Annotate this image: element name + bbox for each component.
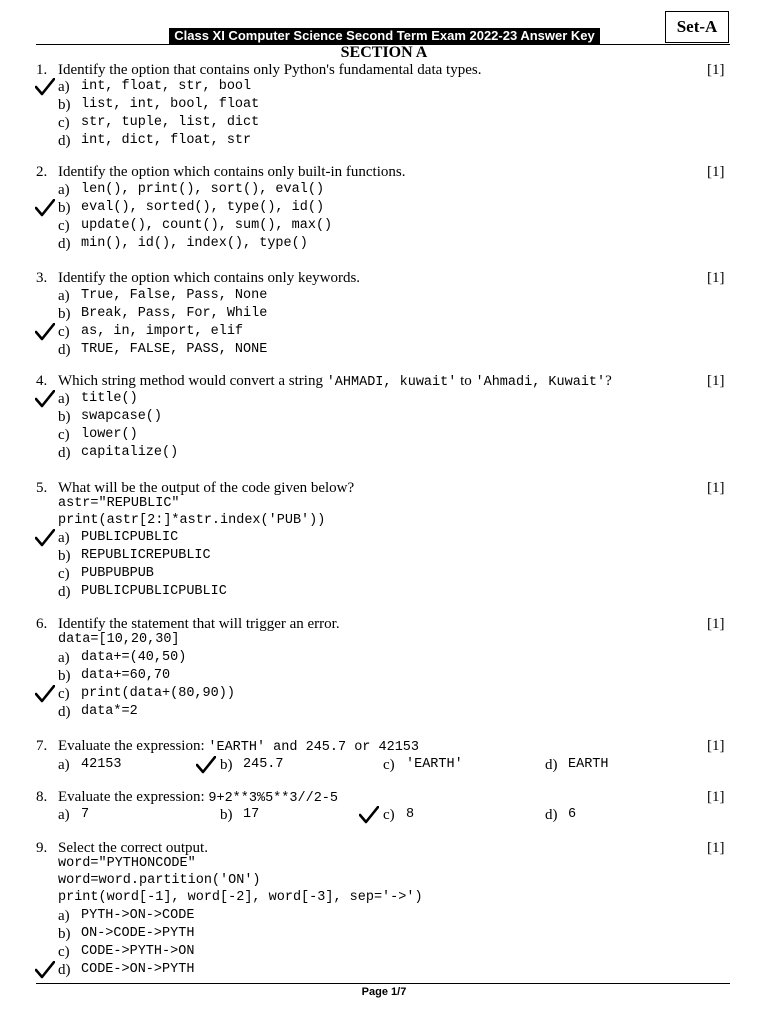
question-marks: [1] <box>707 480 725 496</box>
option-text: ON->CODE->PYTH <box>81 926 195 941</box>
option-letter: c) <box>58 218 70 234</box>
question-text: Select the correct output. <box>58 840 208 856</box>
question-marks: [1] <box>707 616 725 632</box>
code-line: word=word.partition('ON') <box>58 873 261 888</box>
option-letter: d) <box>58 962 71 978</box>
code-line: astr="REPUBLIC" <box>58 496 180 511</box>
option-letter: c) <box>383 757 395 773</box>
option-letter: a) <box>58 182 70 198</box>
question-marks: [1] <box>707 62 725 78</box>
checkmark-icon <box>35 199 55 217</box>
option-letter: d) <box>545 807 558 823</box>
question-text-part: ? <box>605 373 612 389</box>
checkmark-icon <box>359 806 379 824</box>
code-line: data=[10,20,30] <box>58 632 180 647</box>
inline-code: 9+2**3%5**3//2-5 <box>208 791 338 806</box>
option-text: True, False, Pass, None <box>81 288 268 303</box>
option-letter: c) <box>58 944 70 960</box>
question-text-part: Evaluate the expression: <box>58 789 209 805</box>
option-text: lower() <box>81 427 138 442</box>
option-letter: d) <box>58 342 71 358</box>
footer-divider <box>36 983 730 984</box>
option-text: data+=(40,50) <box>81 650 187 665</box>
option-letter: b) <box>58 926 71 942</box>
option-text: REPUBLICREPUBLIC <box>81 548 211 563</box>
option-letter: a) <box>58 288 70 304</box>
option-letter: c) <box>58 427 70 443</box>
option-text: eval(), sorted(), type(), id() <box>81 200 325 215</box>
question-number: 8. <box>36 789 48 805</box>
option-letter: a) <box>58 530 70 546</box>
option-letter: a) <box>58 79 70 95</box>
option-text: data*=2 <box>81 704 138 719</box>
option-text: str, tuple, list, dict <box>81 115 260 130</box>
option-letter: c) <box>383 807 395 823</box>
option-letter: b) <box>58 668 71 684</box>
question-text: Identify the statement that will trigger an error. <box>58 616 340 632</box>
option-letter: d) <box>58 704 71 720</box>
set-label-box: Set-A <box>665 11 729 43</box>
option-letter: b) <box>220 757 233 773</box>
question-number: 1. <box>36 62 48 78</box>
option-letter: c) <box>58 324 70 340</box>
option-text: PUBLICPUBLIC <box>81 530 179 545</box>
option-text: len(), print(), sort(), eval() <box>81 182 325 197</box>
option-text: 17 <box>243 807 260 822</box>
option-text: PYTH->ON->CODE <box>81 908 195 923</box>
code-line: print(astr[2:]*astr.index('PUB')) <box>58 513 326 528</box>
question-text: Identify the option which contains only built-in functions. <box>58 164 406 180</box>
question-marks: [1] <box>707 373 725 389</box>
question-marks: [1] <box>707 738 725 754</box>
option-letter: a) <box>58 391 70 407</box>
question-number: 3. <box>36 270 48 286</box>
question-text-part: Which string method would convert a string <box>58 373 327 389</box>
inline-code: 'Ahmadi, Kuwait' <box>475 375 606 390</box>
checkmark-icon <box>35 323 55 341</box>
option-letter: b) <box>220 807 233 823</box>
option-text: EARTH <box>568 757 609 772</box>
option-text: data+=60,70 <box>81 668 171 683</box>
option-letter: a) <box>58 650 70 666</box>
checkmark-icon <box>35 390 55 408</box>
checkmark-icon <box>35 961 55 979</box>
question-number: 4. <box>36 373 48 389</box>
checkmark-icon <box>35 78 55 96</box>
inline-code: 'EARTH' and 245.7 or 42153 <box>208 740 420 755</box>
exam-title-banner: Class XI Computer Science Second Term Exam 2022-23 Answer Key <box>169 28 600 44</box>
option-text: print(data+(80,90)) <box>81 686 235 701</box>
question-marks: [1] <box>707 270 725 286</box>
question-text <box>58 737 419 757</box>
option-text: as, in, import, elif <box>81 324 244 339</box>
option-text: 'EARTH' <box>406 757 463 772</box>
option-letter: c) <box>58 566 70 582</box>
question-number: 6. <box>36 616 48 632</box>
question-number: 9. <box>36 840 48 856</box>
question-text: Identify the option that contains only Python's fundamental data types. <box>58 62 482 78</box>
question-text: What will be the output of the code given below? <box>58 480 355 496</box>
option-text: title() <box>81 391 138 406</box>
option-text: list, int, bool, float <box>81 97 260 112</box>
option-text: update(), count(), sum(), max() <box>81 218 333 233</box>
question-marks: [1] <box>707 840 725 856</box>
option-letter: b) <box>58 409 71 425</box>
option-text: int, float, str, bool <box>81 79 252 94</box>
option-text: PUBLICPUBLICPUBLIC <box>81 584 227 599</box>
question-text <box>58 372 612 392</box>
option-letter: d) <box>58 236 71 252</box>
option-text: 42153 <box>81 757 122 772</box>
question-marks: [1] <box>707 789 725 805</box>
option-text: swapcase() <box>81 409 163 424</box>
option-letter: a) <box>58 807 70 823</box>
option-letter: d) <box>545 757 558 773</box>
option-text: min(), id(), index(), type() <box>81 236 308 251</box>
option-text: int, dict, float, str <box>81 133 252 148</box>
option-text: 245.7 <box>243 757 284 772</box>
inline-code: 'AHMADI, kuwait' <box>326 375 457 390</box>
option-text: 7 <box>81 807 90 822</box>
option-text: TRUE, FALSE, PASS, NONE <box>81 342 268 357</box>
page-number: Page 1/7 <box>361 986 407 998</box>
option-letter: d) <box>58 133 71 149</box>
section-heading: SECTION A <box>340 44 428 61</box>
option-letter: b) <box>58 306 71 322</box>
question-text <box>58 788 338 808</box>
option-letter: b) <box>58 548 71 564</box>
option-letter: d) <box>58 584 71 600</box>
option-text: Break, Pass, For, While <box>81 306 268 321</box>
code-line: word="PYTHONCODE" <box>58 856 196 871</box>
checkmark-icon <box>35 685 55 703</box>
question-number: 2. <box>36 164 48 180</box>
option-letter: c) <box>58 115 70 131</box>
question-number: 7. <box>36 738 48 754</box>
checkmark-icon <box>196 756 216 774</box>
question-marks: [1] <box>707 164 725 180</box>
option-letter: a) <box>58 908 70 924</box>
option-text: 8 <box>406 807 415 822</box>
option-text: 6 <box>568 807 577 822</box>
checkmark-icon <box>35 529 55 547</box>
option-text: PUBPUBPUB <box>81 566 154 581</box>
question-number: 5. <box>36 480 48 496</box>
code-line: print(word[-1], word[-2], word[-3], sep='->') <box>58 890 423 905</box>
option-letter: b) <box>58 200 71 216</box>
option-text: CODE->ON->PYTH <box>81 962 195 977</box>
question-text-part: to <box>456 373 476 389</box>
option-letter: d) <box>58 445 71 461</box>
option-letter: b) <box>58 97 71 113</box>
option-text: CODE->PYTH->ON <box>81 944 195 959</box>
question-text: Identify the option which contains only keywords. <box>58 270 361 286</box>
question-text-part: Evaluate the expression: <box>58 738 209 754</box>
option-letter: c) <box>58 686 70 702</box>
option-text: capitalize() <box>81 445 179 460</box>
option-letter: a) <box>58 757 70 773</box>
